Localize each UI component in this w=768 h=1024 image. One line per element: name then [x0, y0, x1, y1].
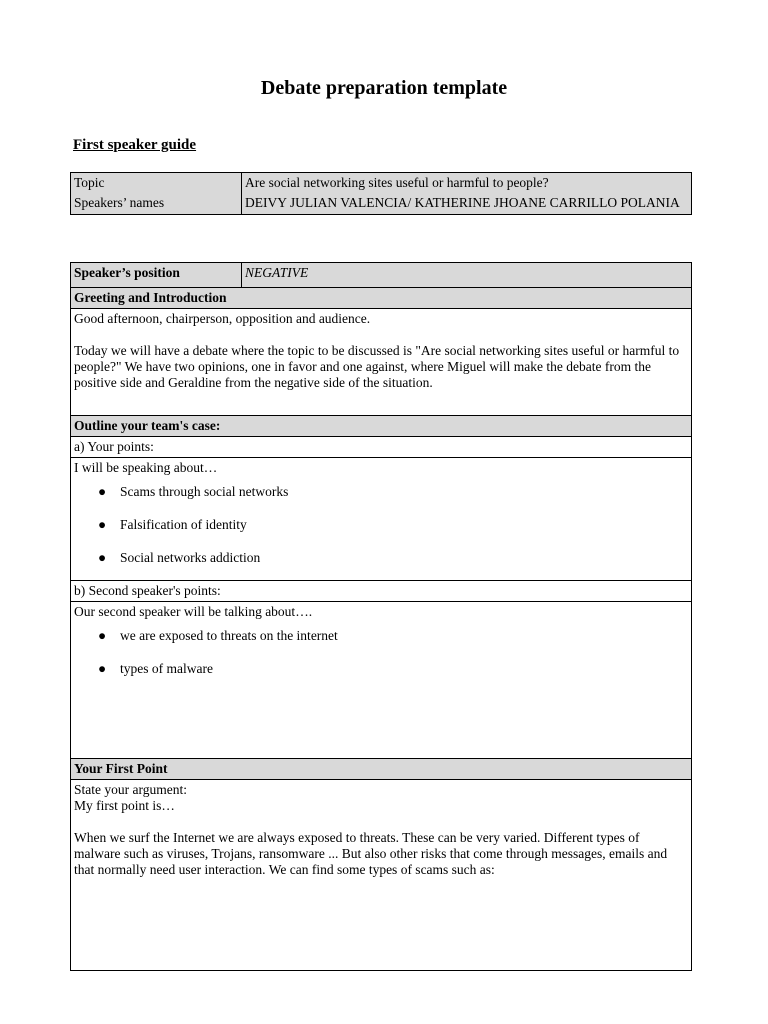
bullet-icon: ●: [98, 484, 107, 499]
section-subtitle: First speaker guide: [73, 137, 197, 153]
outline-heading: Outline your team's case:: [71, 416, 692, 437]
your-points-label: a) Your points:: [71, 437, 692, 458]
speakers-row: [71, 193, 692, 215]
greeting-line-1: Good afternoon, chairperson, opposition and audience.: [74, 311, 371, 326]
first-point-line-2: My first point is…: [74, 798, 175, 813]
topic-value: Are social networking sites useful or harmful to people?: [242, 173, 692, 194]
list-item: ● we are exposed to threats on the internet: [98, 628, 338, 643]
list-item: ● Falsification of identity: [98, 517, 247, 532]
first-point-body: [71, 780, 692, 971]
list-item: ● Scams through social networks: [98, 484, 289, 499]
bullet-icon: ●: [98, 628, 107, 643]
position-value: NEGATIVE: [242, 263, 692, 288]
your-points-body-row: [71, 458, 692, 581]
bullet-icon: ●: [98, 517, 107, 532]
speakers-label: Speakers’ names: [71, 193, 242, 215]
list-item: ● Social networks addiction: [98, 550, 261, 565]
second-speaker-label-row: [71, 581, 692, 602]
greeting-heading: Greeting and Introduction: [71, 288, 692, 309]
second-speaker-list: [74, 628, 688, 677]
info-table: [70, 172, 692, 215]
first-point-heading-row: [71, 759, 692, 780]
outline-heading-row: [71, 416, 692, 437]
first-point-line-1: State your argument:: [74, 782, 187, 797]
greeting-body: [71, 309, 692, 416]
your-points-intro: I will be speaking about…: [74, 460, 218, 475]
topic-row: [71, 173, 692, 194]
your-points-list: [74, 484, 688, 566]
first-point-line-3: When we surf the Internet we are always exposed to threats. These can be very varied. Different types of malware such as viruses, Trojans, ransomware ... But also other risks that come through messages, emails and that normally need user interaction. We can find some types of scams such as:: [74, 830, 668, 877]
second-speaker-intro: Our second speaker will be talking about….: [74, 604, 313, 619]
second-speaker-body: [71, 602, 692, 759]
speech-table: [70, 262, 692, 971]
greeting-heading-row: [71, 288, 692, 309]
second-speaker-body-row: [71, 602, 692, 759]
greeting-body-row: [71, 309, 692, 416]
your-points-label-row: [71, 437, 692, 458]
topic-label: Topic: [71, 173, 242, 194]
position-label: Speaker’s position: [71, 263, 242, 288]
document-title: Debate preparation template: [260, 77, 508, 99]
bullet-icon: ●: [98, 661, 107, 676]
first-point-body-row: [71, 780, 692, 971]
list-item: ● types of malware: [98, 661, 213, 676]
position-row: [71, 263, 692, 288]
speakers-value: DEIVY JULIAN VALENCIA/ KATHERINE JHOANE CARRILLO POLANIA: [242, 193, 692, 215]
your-points-body: [71, 458, 692, 581]
second-speaker-label: b) Second speaker's points:: [71, 581, 692, 602]
greeting-line-2: Today we will have a debate where the topic to be discussed is "Are social networking sites useful or harmful to people?" We have two opinions, one in favor and one against, where Miguel will make the debate from the positive side and Geraldine from the negative side of the situation.: [74, 343, 680, 390]
first-point-heading: Your First Point: [71, 759, 692, 780]
bullet-icon: ●: [98, 550, 107, 565]
